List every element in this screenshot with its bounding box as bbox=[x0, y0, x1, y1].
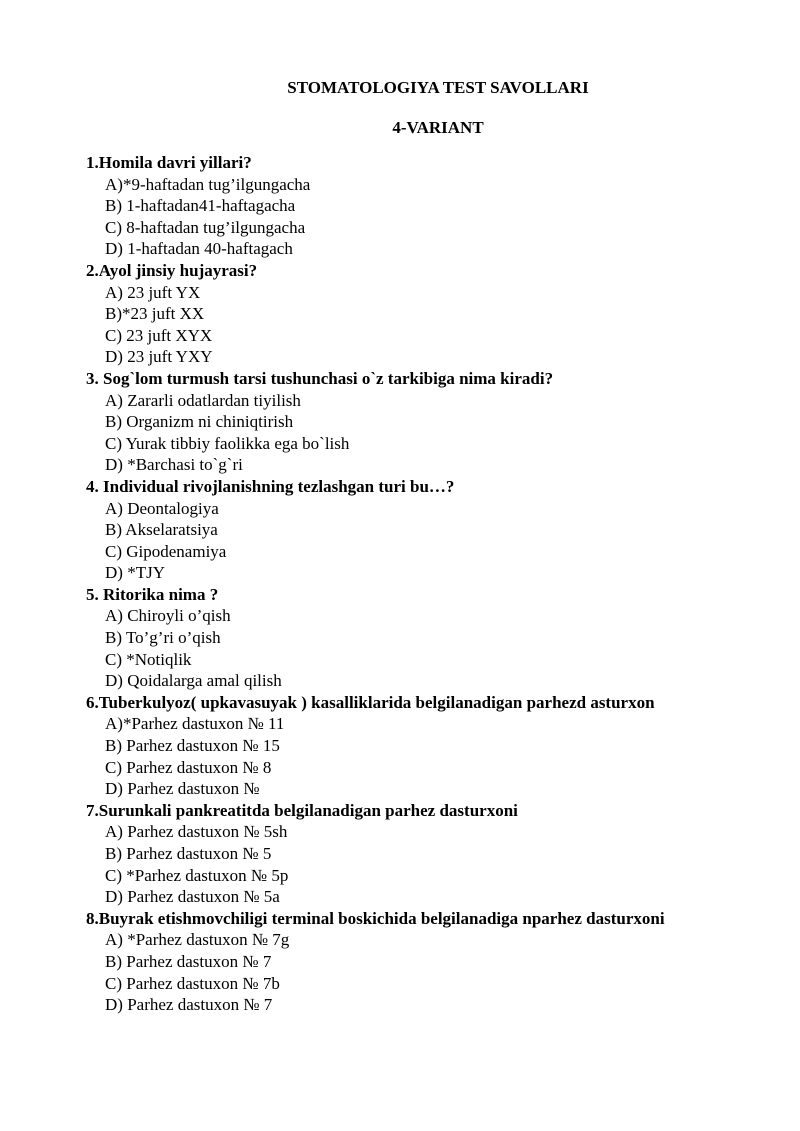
answer-option-d: D) *Barchasi to`g`ri bbox=[105, 455, 243, 475]
answer-option-c: C) *Parhez dastuxon № 5p bbox=[105, 865, 289, 885]
document-title: STOMATOLOGIYA TEST SAVOLLARI bbox=[287, 78, 589, 97]
answer-option-b: B) Organizm ni chiniqtirish bbox=[105, 412, 294, 432]
answer-option-c: C) Parhez dastuxon № 8 bbox=[105, 757, 272, 777]
answer-option-c: C) 8-haftadan tug’ilgungacha bbox=[105, 217, 306, 237]
question-list bbox=[86, 152, 786, 1016]
answer-option-d: D) Parhez dastuxon № 5a bbox=[105, 887, 280, 907]
question-text: 7.Surunkali pankreatitda belgilanadigan parhez dasturxoni bbox=[86, 800, 518, 820]
question-text: 6.Tuberkulyoz( upkavasuyak ) kasalliklarida belgilanadigan parhezd asturxon bbox=[86, 692, 655, 712]
answer-option-d: D) Qoidalarga amal qilish bbox=[105, 671, 282, 691]
question-text: 3. Sog`lom turmush tarsi tushunchasi o`z tarkibiga nima kiradi? bbox=[86, 368, 554, 388]
answer-option-c: C) Yurak tibbiy faolikka ega bo`lish bbox=[105, 433, 350, 453]
answer-option-d: D) 23 juft YXY bbox=[105, 347, 213, 367]
answer-option-c: C) *Notiqlik bbox=[105, 649, 192, 669]
variant-heading: 4-VARIANT bbox=[392, 118, 484, 137]
question-text: 8.Buyrak etishmovchiligi terminal boskichida belgilanadiga nparhez dasturxoni bbox=[86, 908, 665, 928]
question-5 bbox=[86, 584, 786, 692]
answer-option-c: C) 23 juft XYX bbox=[105, 325, 213, 345]
question-text: 5. Ritorika nima ? bbox=[86, 584, 219, 604]
answer-option-a: A) Chiroyli o’qish bbox=[105, 606, 231, 626]
answer-option-d: D) 1-haftadan 40-haftagach bbox=[105, 239, 293, 259]
question-2 bbox=[86, 260, 786, 368]
answer-option-b: B) 1-haftadan41-haftagacha bbox=[105, 196, 296, 216]
answer-option-c: C) Gipodenamiya bbox=[105, 541, 227, 561]
answer-option-b: B) To’g’ri o’qish bbox=[105, 628, 221, 648]
answer-option-d: D) Parhez dastuxon № bbox=[105, 779, 260, 799]
question-8 bbox=[86, 908, 786, 1016]
answer-option-c: C) Parhez dastuxon № 7b bbox=[105, 973, 280, 993]
question-6 bbox=[86, 692, 786, 800]
answer-option-b: B)*23 juft XX bbox=[105, 304, 205, 324]
answer-option-b: B) Parhez dastuxon № 15 bbox=[105, 736, 280, 756]
answer-option-a: A)*Parhez dastuxon № 11 bbox=[105, 714, 285, 734]
answer-option-b: B) Parhez dastuxon № 7 bbox=[105, 951, 272, 971]
answer-option-d: D) Parhez dastuxon № 7 bbox=[105, 995, 273, 1015]
question-3 bbox=[86, 368, 786, 476]
answer-option-b: B) Parhez dastuxon № 5 bbox=[105, 844, 272, 863]
question-4 bbox=[86, 476, 786, 584]
answer-option-b: B) Akselaratsiya bbox=[105, 520, 218, 540]
answer-option-a: A) 23 juft YX bbox=[105, 282, 201, 302]
question-text: 1.Homila davri yillari? bbox=[86, 153, 252, 172]
answer-option-a: A)*9-haftadan tug’ilgungacha bbox=[105, 174, 311, 194]
question-1 bbox=[86, 152, 786, 260]
answer-option-d: D) *TJY bbox=[105, 563, 165, 583]
question-7 bbox=[86, 800, 786, 908]
answer-option-a: A) Parhez dastuxon № 5sh bbox=[105, 822, 288, 842]
question-text: 4. Individual rivojlanishning tezlashgan turi bu…? bbox=[86, 476, 455, 496]
answer-option-a: A) Deontalogiya bbox=[105, 498, 219, 518]
question-text: 2.Ayol jinsiy hujayrasi? bbox=[86, 260, 258, 280]
answer-option-a: A) *Parhez dastuxon № 7g bbox=[105, 930, 290, 950]
answer-option-a: A) Zararli odatlardan tiyilish bbox=[105, 390, 301, 410]
